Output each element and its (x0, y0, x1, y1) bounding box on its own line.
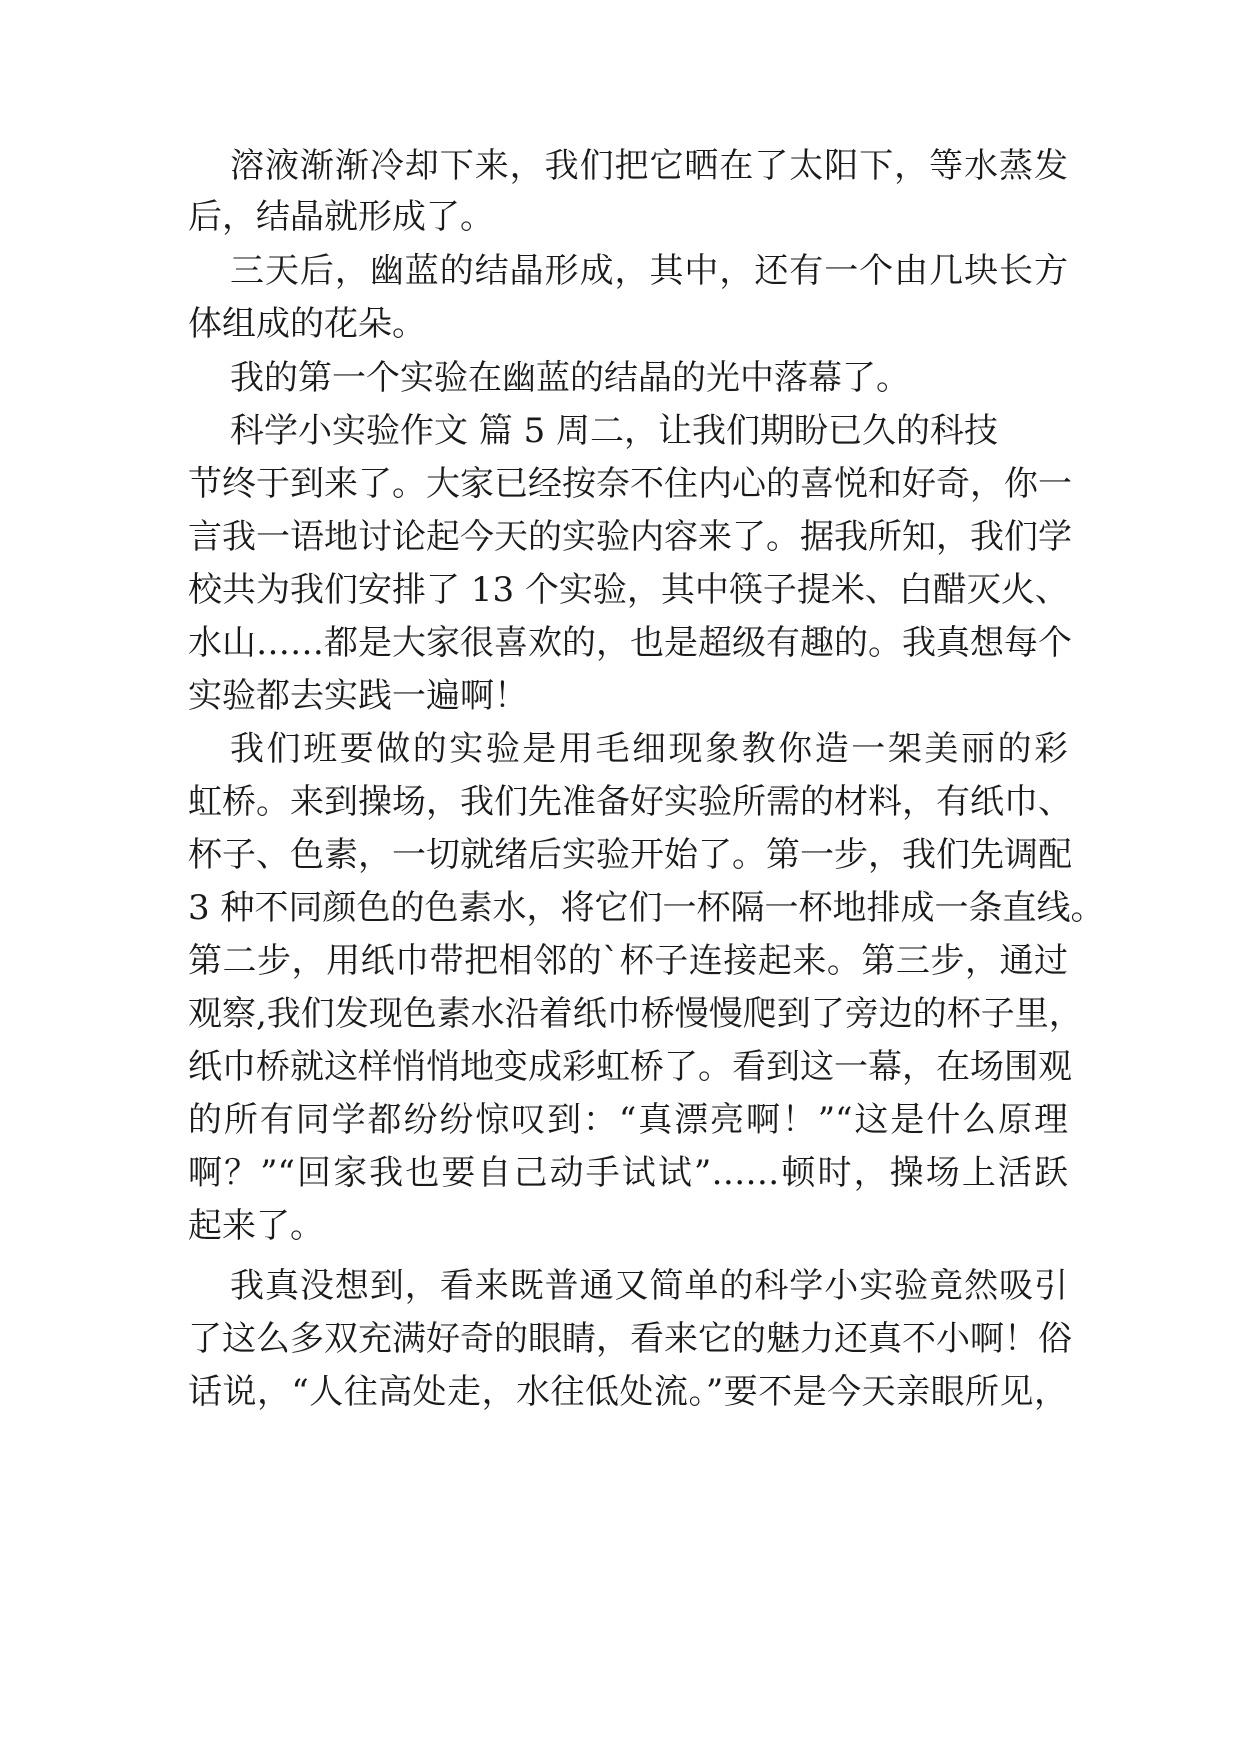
text-line: 体组成的花朵。 (188, 304, 426, 344)
text-line: 节终于到来了。大家已经按奈不住内心的喜悦和好奇，你一 (188, 464, 1072, 504)
text-line: 的所有同学都纷纷惊叹到：“真漂亮啊！”“这是什么原理 (188, 1100, 1068, 1140)
text-line: 我的第一个实验在幽蓝的结晶的光中落幕了。 (230, 358, 910, 398)
text-line: 观察,我们发现色素水沿着纸巾桥慢慢爬到了旁边的杯子里， (188, 994, 1083, 1034)
text-line: 实验都去实践一遍啊！ (188, 676, 528, 716)
section-heading-line: 科学小实验作文 篇 5 周二，让我们期盼已久的科技 (230, 411, 999, 451)
text-line: 我们班要做的实验是用毛细现象教你造一架美丽的彩 (230, 729, 1068, 769)
text-line: 三天后，幽蓝的结晶形成，其中，还有一个由几块长方 (230, 251, 1068, 291)
text-line: 言我一语地讨论起今天的实验内容来了。据我所知，我们学 (188, 517, 1072, 557)
text-line: 纸巾桥就这样悄悄地变成彩虹桥了。看到这一幕，在场围观 (188, 1047, 1072, 1087)
text-line: 起来了。 (188, 1206, 324, 1246)
text-line: 话说，“人往高处走，水往低处流。”要不是今天亲眼所见， (188, 1372, 1068, 1412)
text-line: 我真没想到，看来既普通又简单的科学小实验竟然吸引 (230, 1266, 1068, 1306)
text-line: 杯子、色素，一切就绪后实验开始了。第一步，我们先调配 (188, 835, 1072, 875)
text-line: 了这么多双充满好奇的眼睛，看来它的魅力还真不小啊！俗 (188, 1319, 1072, 1359)
text-line: 3 种不同颜色的色素水，将它们一杯隔一杯地排成一条直线。 (188, 888, 1105, 928)
text-line: 溶液渐渐冷却下来，我们把它晒在了太阳下，等水蒸发 (230, 146, 1068, 186)
text-line: 校共为我们安排了 13 个实验，其中筷子提米、白醋灭火、 (188, 570, 1069, 610)
text-line: 啊？”“回家我也要自己动手试试”……顿时，操场上活跃 (188, 1153, 1068, 1193)
text-line: 虹桥。来到操场，我们先准备好实验所需的材料，有纸巾、 (188, 782, 1072, 822)
text-line: 第二步，用纸巾带把相邻的`杯子连接起来。第三步，通过 (188, 941, 1068, 981)
text-line: 水山……都是大家很喜欢的，也是超级有趣的。我真想每个 (188, 623, 1072, 663)
text-line: 后，结晶就形成了。 (188, 197, 494, 237)
